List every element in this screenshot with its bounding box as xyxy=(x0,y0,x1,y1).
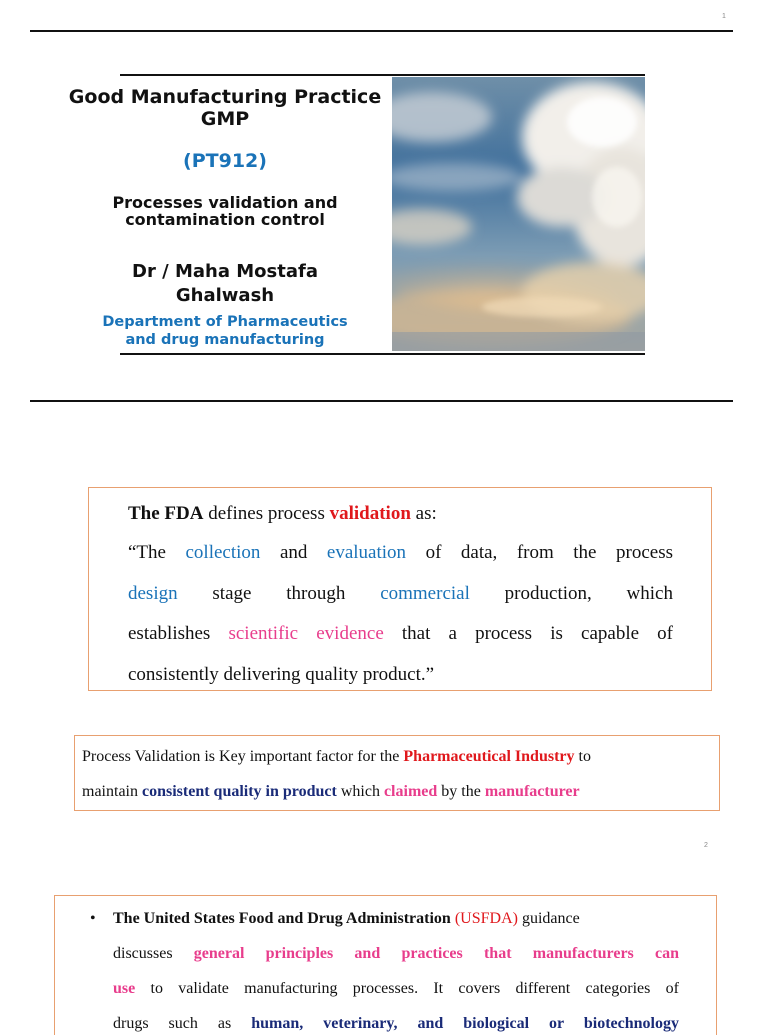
page-number: 1 xyxy=(722,13,726,20)
fda-line-1 xyxy=(128,504,673,524)
pv-line-2 xyxy=(82,783,580,801)
usfda-line-4 xyxy=(113,1015,679,1033)
fda-line-5: consistently delivering quality product.” xyxy=(128,664,435,685)
usfda-text: drugs such as xyxy=(113,1015,252,1032)
author-line2: Ghalwash xyxy=(175,285,275,306)
usfda-guidance-box xyxy=(54,895,717,1035)
slide-top-rule xyxy=(120,74,645,76)
claimed-term: claimed xyxy=(383,783,438,800)
pv-text: which xyxy=(336,783,384,800)
cover-title-block xyxy=(60,86,390,356)
fda-line-4 xyxy=(128,624,673,644)
manufacturer-term: manufacturer xyxy=(484,783,580,800)
fda-text: production, which xyxy=(469,583,673,604)
evaluation-term: evaluation xyxy=(326,542,407,563)
validation-term: validation xyxy=(329,503,411,524)
usfda-heading: The United States Food and Drug Administration xyxy=(113,910,455,927)
pv-text: to xyxy=(574,748,591,765)
design-term: design xyxy=(128,583,178,604)
course-code: (PT912) xyxy=(183,150,267,172)
usfda-text: to validate manufacturing processes. It covers different categories of xyxy=(135,980,679,997)
usfda-line-2 xyxy=(113,945,679,963)
consistent-quality-term: consistent quality in product xyxy=(141,783,337,800)
fda-label: The FDA xyxy=(128,503,204,524)
pv-line-1 xyxy=(82,748,591,766)
commercial-term: commercial xyxy=(380,583,470,604)
general-principles-term: general principles and practices that manufacturers can xyxy=(193,945,679,962)
page-divider-rule xyxy=(30,400,733,402)
cover-title-line2: GMP xyxy=(200,108,250,130)
sky-clouds-image xyxy=(392,77,645,351)
fda-line-2 xyxy=(128,543,673,563)
cover-title-line1: Good Manufacturing Practice xyxy=(68,86,382,108)
fda-text: “The xyxy=(128,542,186,563)
usfda-text: discusses xyxy=(113,945,194,962)
fda-text: defines process xyxy=(203,503,330,524)
use-term: use xyxy=(113,980,136,997)
usfda-acronym: (USFDA) xyxy=(454,910,518,927)
pv-text: Process Validation is Key important factor for the xyxy=(82,748,404,765)
fda-text: stage through xyxy=(177,583,381,604)
fda-text: of data, from the process xyxy=(406,542,673,563)
process-validation-box xyxy=(74,735,720,811)
department-line1: Department of Pharmaceutics xyxy=(102,314,348,330)
usfda-line-3 xyxy=(113,980,679,998)
fda-text: and xyxy=(260,542,327,563)
author-line1: Dr / Maha Mostafa xyxy=(132,261,318,282)
fda-text: that a process is capable of xyxy=(383,623,674,644)
scientific-evidence-term: scientific evidence xyxy=(228,623,384,644)
page-number: 2 xyxy=(704,842,708,849)
pv-text: by the xyxy=(437,783,485,800)
collection-term: collection xyxy=(185,542,261,563)
bullet: • xyxy=(90,910,96,927)
usfda-line-1 xyxy=(113,910,679,928)
drug-categories-term: human, veterinary, and biological or biotechnology xyxy=(251,1015,679,1032)
pharmaceutical-industry-term: Pharmaceutical Industry xyxy=(403,748,575,765)
fda-text: as: xyxy=(410,503,437,524)
pv-text: maintain xyxy=(82,783,142,800)
department-line2: and drug manufacturing xyxy=(125,332,325,348)
fda-definition-box xyxy=(88,487,712,691)
usfda-text: guidance xyxy=(517,910,580,927)
fda-line-3 xyxy=(128,584,673,604)
page-top-rule xyxy=(30,30,733,32)
fda-text: establishes xyxy=(128,623,229,644)
cover-subtitle-line2: contamination control xyxy=(125,210,325,229)
cover-subtitle-line1: Processes validation and xyxy=(112,193,338,212)
